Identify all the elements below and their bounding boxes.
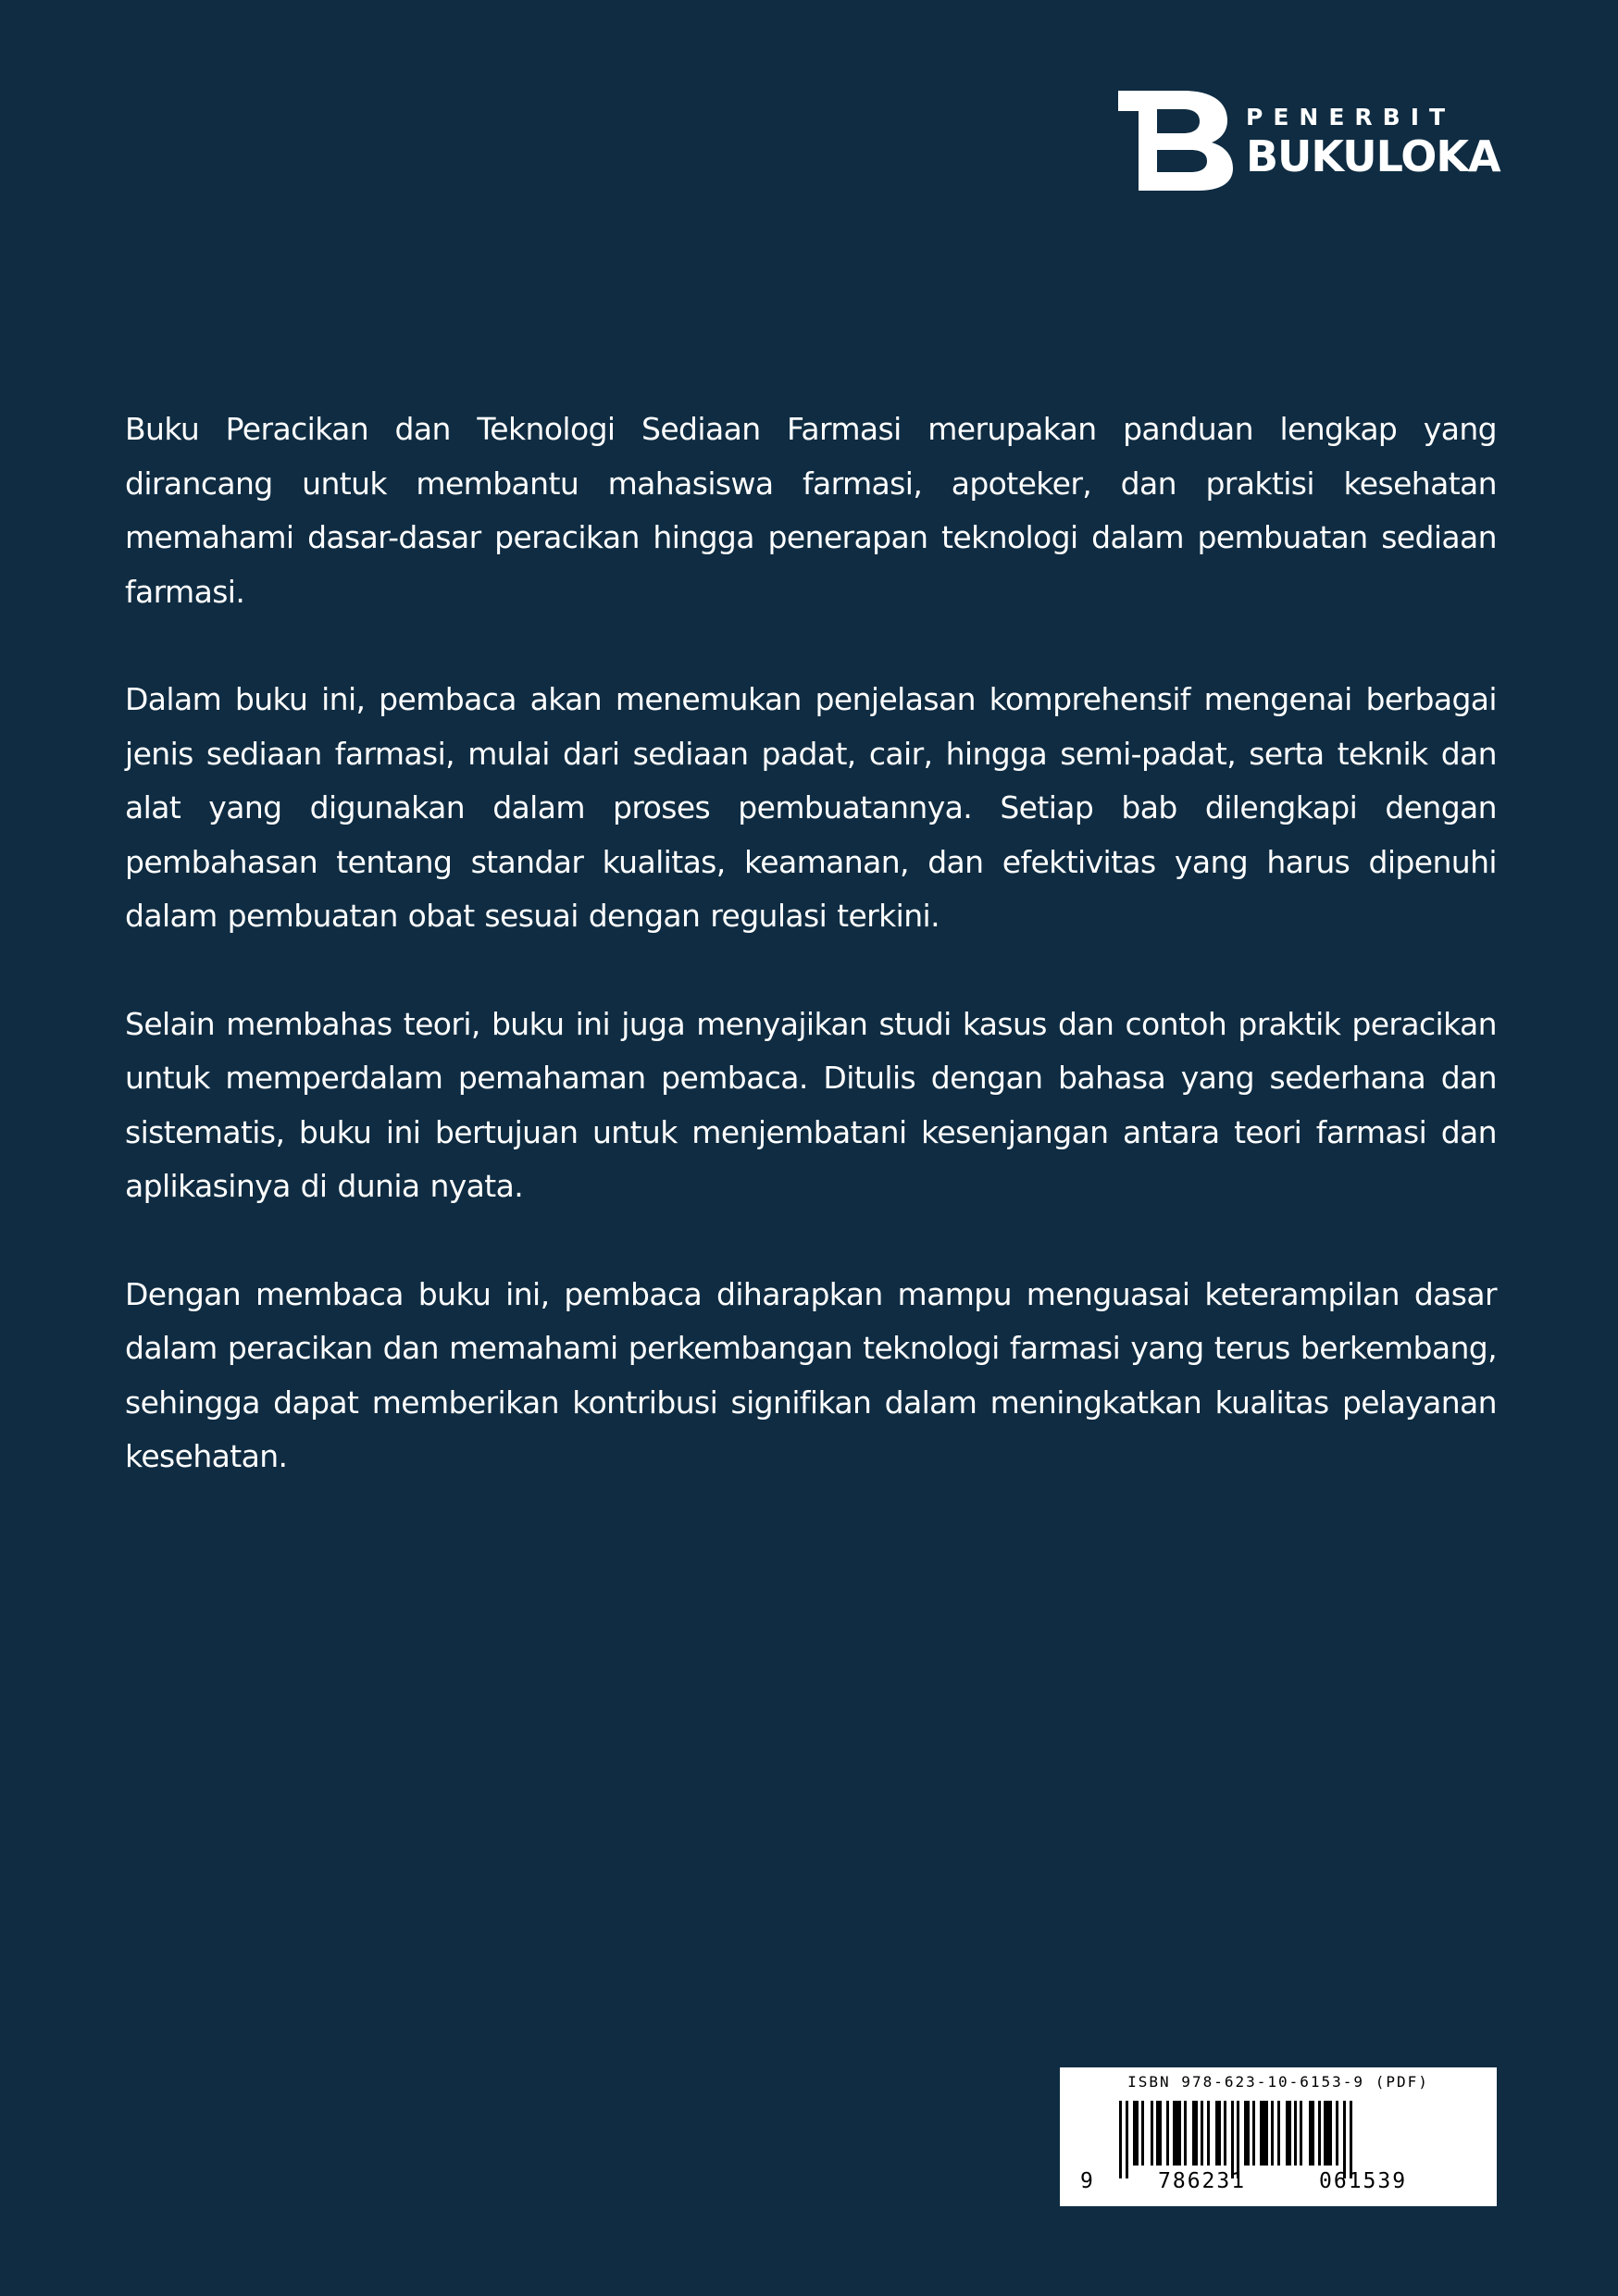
barcode-bar bbox=[1201, 2101, 1203, 2166]
barcode-bar bbox=[1151, 2101, 1153, 2166]
barcode-bar bbox=[1119, 2101, 1122, 2178]
barcode-digits-left: 786231 bbox=[1158, 2169, 1247, 2193]
barcode-bar bbox=[1277, 2101, 1280, 2166]
barcode-bar bbox=[1192, 2101, 1198, 2166]
barcode-bar bbox=[1271, 2101, 1274, 2166]
barcode-bar bbox=[1215, 2101, 1221, 2166]
barcode-bar bbox=[1207, 2101, 1210, 2166]
barcode-bar bbox=[1173, 2101, 1181, 2166]
publisher-logo bbox=[1118, 91, 1516, 194]
synopsis-paragraph: Selain membahas teori, buku ini juga menyajikan studi kasus dan contoh praktik peracikan untuk memperdalam pemahaman pembaca. Ditulis dengan bahasa yang sederhana dan sistematis, buku ini bertujuan untuk menjembatani kesenjangan antara teori farmasi dan aplikasinya di dunia nyata. bbox=[125, 1005, 1497, 1204]
barcode-bar bbox=[1300, 2101, 1302, 2166]
synopsis-paragraph: Buku Peracikan dan Teknologi Sediaan Farmasi merupakan panduan lengkap yang dirancang untuk membantu mahasiswa farmasi, apoteker, dan praktisi kesehatan memahami dasar-dasar peracikan hingga penerapan teknologi dalam pembuatan sediaan farmasi. bbox=[125, 411, 1497, 610]
synopsis-paragraph: Dalam buku ini, pembaca akan menemukan penjelasan komprehensif mengenai berbagai jenis sediaan farmasi, mulai dari sediaan padat, cair, hingga semi-padat, serta teknik dan alat yang digunakan dalam proses pembuatannya. Setiap bab dilengkapi dengan pembahasan tentang standar kualitas, keamanan, dan efektivitas yang harus dipenuhi dalam pembuatan obat sesuai dengan regulasi terkini. bbox=[125, 681, 1497, 934]
barcode-bar bbox=[1260, 2101, 1268, 2166]
barcode-bar bbox=[1237, 2101, 1239, 2178]
barcode-bar bbox=[1166, 2101, 1169, 2166]
barcode-bar bbox=[1133, 2101, 1139, 2166]
barcode-bar bbox=[1343, 2101, 1346, 2178]
barcode-bar bbox=[1184, 2101, 1187, 2166]
barcode-digit-first: 9 bbox=[1080, 2169, 1095, 2193]
barcode-bar bbox=[1126, 2101, 1128, 2178]
barcode-bar bbox=[1224, 2101, 1226, 2166]
isbn-barcode bbox=[1060, 2067, 1497, 2206]
publisher-name: BUKULOKA bbox=[1246, 131, 1500, 181]
barcode-bar bbox=[1231, 2101, 1234, 2178]
barcode-bar bbox=[1244, 2101, 1250, 2166]
barcode-bar bbox=[1252, 2101, 1255, 2166]
barcode-bar bbox=[1141, 2101, 1144, 2166]
barcode-digits-right: 061539 bbox=[1319, 2169, 1408, 2193]
barcode-bars bbox=[1117, 2101, 1443, 2178]
barcode-bar bbox=[1286, 2101, 1291, 2166]
publisher-label: PENERBIT bbox=[1246, 104, 1456, 130]
barcode-bar bbox=[1294, 2101, 1297, 2166]
isbn-label: ISBN 978-623-10-6153-9 (PDF) bbox=[1127, 2073, 1429, 2091]
barcode-bar bbox=[1318, 2101, 1321, 2166]
barcode-bar bbox=[1309, 2101, 1314, 2166]
bukuloka-b-logo-icon bbox=[1118, 91, 1237, 191]
book-synopsis bbox=[125, 403, 1497, 1538]
barcode-bar bbox=[1156, 2101, 1162, 2166]
synopsis-paragraph: Dengan membaca buku ini, pembaca diharapkan mampu menguasai keterampilan dasar dalam peracikan dan memahami perkembangan teknologi farmasi yang terus berkembang, sehingga dapat memberikan kontribusi signifikan dalam meningkatkan kualitas pelayanan kesehatan. bbox=[125, 1275, 1497, 1474]
barcode-bar bbox=[1324, 2101, 1332, 2166]
barcode-bar bbox=[1336, 2101, 1338, 2166]
barcode-bar bbox=[1350, 2101, 1352, 2178]
